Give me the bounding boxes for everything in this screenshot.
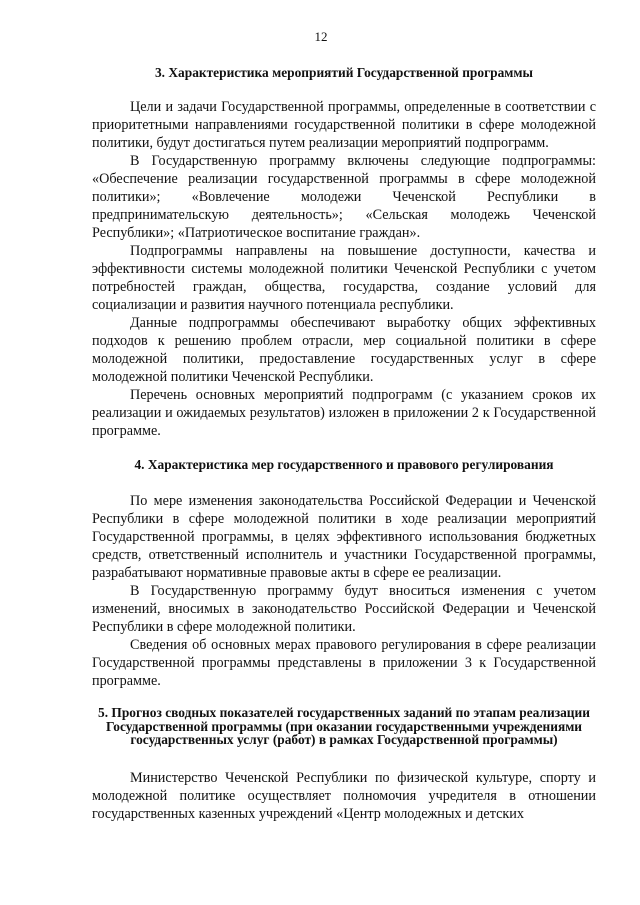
paragraph: Сведения об основных мерах правового регулирования в сфере реализации Государственной программы представлены в приложении 3 к Государственной программе. [92,637,596,689]
section-3 [92,65,596,440]
paragraph: Подпрограммы направлены на повышение доступности, качества и эффективности системы молодежной политики Чеченской Республики с учетом потребностей граждан, общества, государства, создание условий для социализации и развития научного потенциала республики. [92,243,596,313]
paragraph: В Государственную программу включены следующие подпрограммы: «Обеспечение реализации государственной программы в сфере молодежной политики»; «Вовлечение молодежи Чеченской Республики в предпринимательскую деятельность»; «Сельская молодежь Чеченской Республики»; «Патриотическое воспитание граждан». [92,153,596,241]
paragraph: В Государственную программу будут вноситься изменения с учетом изменений, вносимых в законодательство Российской Федерации и Чеченской Республики в сфере молодежной политики. [92,583,596,635]
paragraph: Цели и задачи Государственной программы, определенные в соответствии с приоритетными направлениями государственной политики в сфере молодежной политики, будут достигаться путем реализации мероприятий подпрограмм. [92,99,596,151]
section-4-heading: 4. Характеристика мер государственного и правового регулирования [134,457,554,472]
paragraph: Перечень основных мероприятий подпрограмм (с указанием сроков их реализации и ожидаемых результатов) изложен в приложении 2 к Государственной программе. [92,387,596,439]
paragraph: Министерство Чеченской Республики по физической культуре, спорту и молодежной политике осуществляет полномочия учредителя в отношении государственных казенных учреждений «Центр молодежных и детских [92,769,596,822]
page-number: 12 [314,29,328,44]
section-4 [92,457,596,690]
section-5 [92,706,596,823]
paragraph: Данные подпрограммы обеспечивают выработку общих эффективных подходов к решению проблем отрасли, мер социальной политики в сфере молодежной политики, предоставление государственных услуг в сфере молодежной политики Чеченской Республики. [92,315,596,385]
paragraph: По мере изменения законодательства Российской Федерации и Чеченской Республики в сфере молодежной политики в ходе реализации мероприятий Государственной программы, в целях эффективного использования бюджетных средств, ответственный исполнитель и участники Государственной программы, разрабатывают нормативные правовые акты в сфере ее реализации. [92,493,596,581]
section-5-heading: 5. Прогноз сводных показателей государственных заданий по этапам реализации Государственной программы (при оказании государственными учреждениями государственных услуг (работ) в рамках Государственной программы) [98,705,590,747]
section-3-heading: 3. Характеристика мероприятий Государственной программы [154,65,533,80]
